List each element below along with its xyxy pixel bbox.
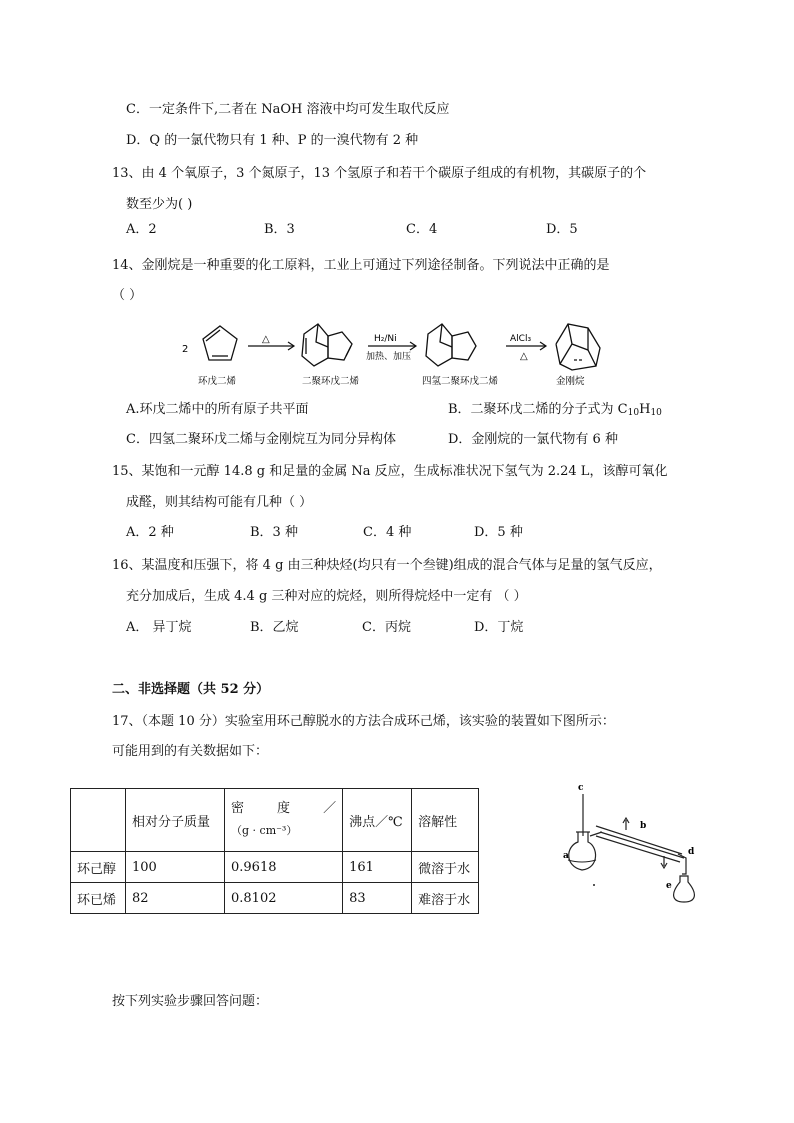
adamantane-synthesis-scheme — [176, 314, 646, 392]
apparatus-drawing — [568, 794, 694, 902]
table-header-cell: 溶解性 — [412, 789, 479, 852]
apparatus-label-b: b — [640, 821, 647, 831]
label-cyclopentadiene: 环戊二烯 — [198, 376, 237, 387]
arrow2-condition: 加热、加压 — [366, 352, 412, 362]
q14-option-a: A.环戊二烯中的所有原子共平面 — [126, 402, 309, 417]
distillation-apparatus-diagram — [560, 780, 710, 905]
table-cell: 82 — [126, 883, 225, 914]
physical-data-table — [70, 788, 479, 914]
dicyclopentadiene-structure — [302, 324, 352, 366]
q17-stem: 17、（本题 10 分）实验室用环己醇脱水的方法合成环己烯，该实验的装置如下图所示： — [112, 714, 615, 729]
adamantane-structure — [556, 324, 600, 370]
q15-option-c: C．4 种 — [363, 525, 412, 540]
reaction-arrow-heat — [248, 342, 294, 350]
scheme-coefficient: 2 — [182, 344, 189, 355]
q12-option-d: D．Q 的一氯代物只有 1 种、P 的一溴代物有 2 种 — [126, 133, 419, 148]
arrow3-reagent: AlCl₃ — [510, 334, 532, 344]
q13-option-c: C．4 — [406, 222, 438, 237]
arrow3-condition: △ — [520, 351, 528, 362]
q14-stem-line2: （ ） — [112, 288, 143, 303]
q13-stem-line2: 数至少为( ) — [126, 197, 193, 212]
q16-option-a: A． 异丁烷 — [126, 620, 192, 635]
table-cell: 0.8102 — [225, 883, 343, 914]
table-cell: 微溶于水 — [412, 852, 479, 883]
q13-option-a: A．2 — [126, 222, 157, 237]
table-cell: 100 — [126, 852, 225, 883]
table-header-density: 密 度 ／ （g · cm⁻³） — [225, 789, 343, 852]
q16-stem-line1: 16、某温度和压强下，将 4 g 由三种炔烃(均只有一个叁键)组成的混合气体与足量的氢气反应， — [112, 558, 662, 573]
table-cell: 环已烯 — [71, 883, 126, 914]
apparatus-label-e: e — [666, 881, 672, 891]
q16-stem-line2: 充分加成后，生成 4.4 g 三种对应的烷烃，则所得烷烃中一定有 （ ） — [126, 589, 527, 604]
cyclopentadiene-structure — [203, 326, 237, 360]
apparatus-label-a: a — [563, 851, 569, 861]
q16-option-c: C．丙烷 — [362, 620, 411, 635]
q15-option-d: D．5 种 — [474, 525, 523, 540]
q14-stem-line1: 14、金刚烷是一种重要的化工原料，工业上可通过下列途径制备。下列说法中正确的是 — [112, 258, 610, 273]
q16-option-b: B．乙烷 — [250, 620, 299, 635]
q15-option-a: A．2 种 — [126, 525, 174, 540]
table-header-cell — [71, 789, 126, 852]
section-heading: 二、非选择题（共 52 分） — [112, 682, 270, 697]
q14-option-b: B．二聚环戊二烯的分子式为 $C_{10}H_{10}$ — [448, 402, 662, 418]
label-adamantane: 金刚烷 — [556, 376, 585, 387]
table-header-cell: 相对分子质量 — [126, 789, 225, 852]
q15-stem-line2: 成醛，则其结构可能有几种（ ） — [126, 495, 313, 510]
table-cell: 83 — [343, 883, 412, 914]
table-cell: 0.9618 — [225, 852, 343, 883]
q15-option-b: B．3 种 — [250, 525, 298, 540]
table-header-cell: 沸点／℃ — [343, 789, 412, 852]
table-cell: 161 — [343, 852, 412, 883]
table-row — [71, 883, 479, 914]
q15-stem-line1: 15、某饱和一元醇 14.8 g 和足量的金属 Na 反应，生成标准状况下氢气为 2.24 L，该醇可氧化 — [112, 464, 668, 479]
q13-option-d: D．5 — [546, 222, 578, 237]
label-tetrahydrodicyclopentadiene: 四氢二聚环戊二烯 — [422, 376, 499, 387]
q17-data-intro: 可能用到的有关数据如下： — [112, 744, 269, 759]
apparatus-label-c: c — [578, 783, 584, 793]
q12-option-c: C．一定条件下,二者在 NaOH 溶液中均可发生取代反应 — [126, 102, 450, 117]
table-cell: 环己醇 — [71, 852, 126, 883]
arrow1-condition: △ — [262, 334, 270, 345]
apparatus-label-d: d — [688, 847, 695, 857]
table-header-row — [71, 789, 479, 852]
label-dicyclopentadiene: 二聚环戊二烯 — [302, 376, 360, 387]
q17-followup: 按下列实验步骤回答问题： — [112, 994, 269, 1009]
arrow2-reagent: H₂/Ni — [374, 334, 397, 344]
tetrahydrodicyclopentadiene-structure — [426, 324, 476, 366]
q14-option-d: D．金刚烷的一氯代物有 6 种 — [448, 432, 618, 447]
q13-stem-line1: 13、由 4 个氧原子，3 个氮原子，13 个氢原子和若干个碳原子组成的有机物，其碳原子的个 — [112, 166, 647, 181]
q14-option-c: C．四氢二聚环戊二烯与金刚烷互为同分异构体 — [126, 432, 396, 447]
table-row — [71, 852, 479, 883]
q16-option-d: D．丁烷 — [474, 620, 524, 635]
table-cell: 难溶于水 — [412, 883, 479, 914]
q13-option-b: B．3 — [264, 222, 295, 237]
